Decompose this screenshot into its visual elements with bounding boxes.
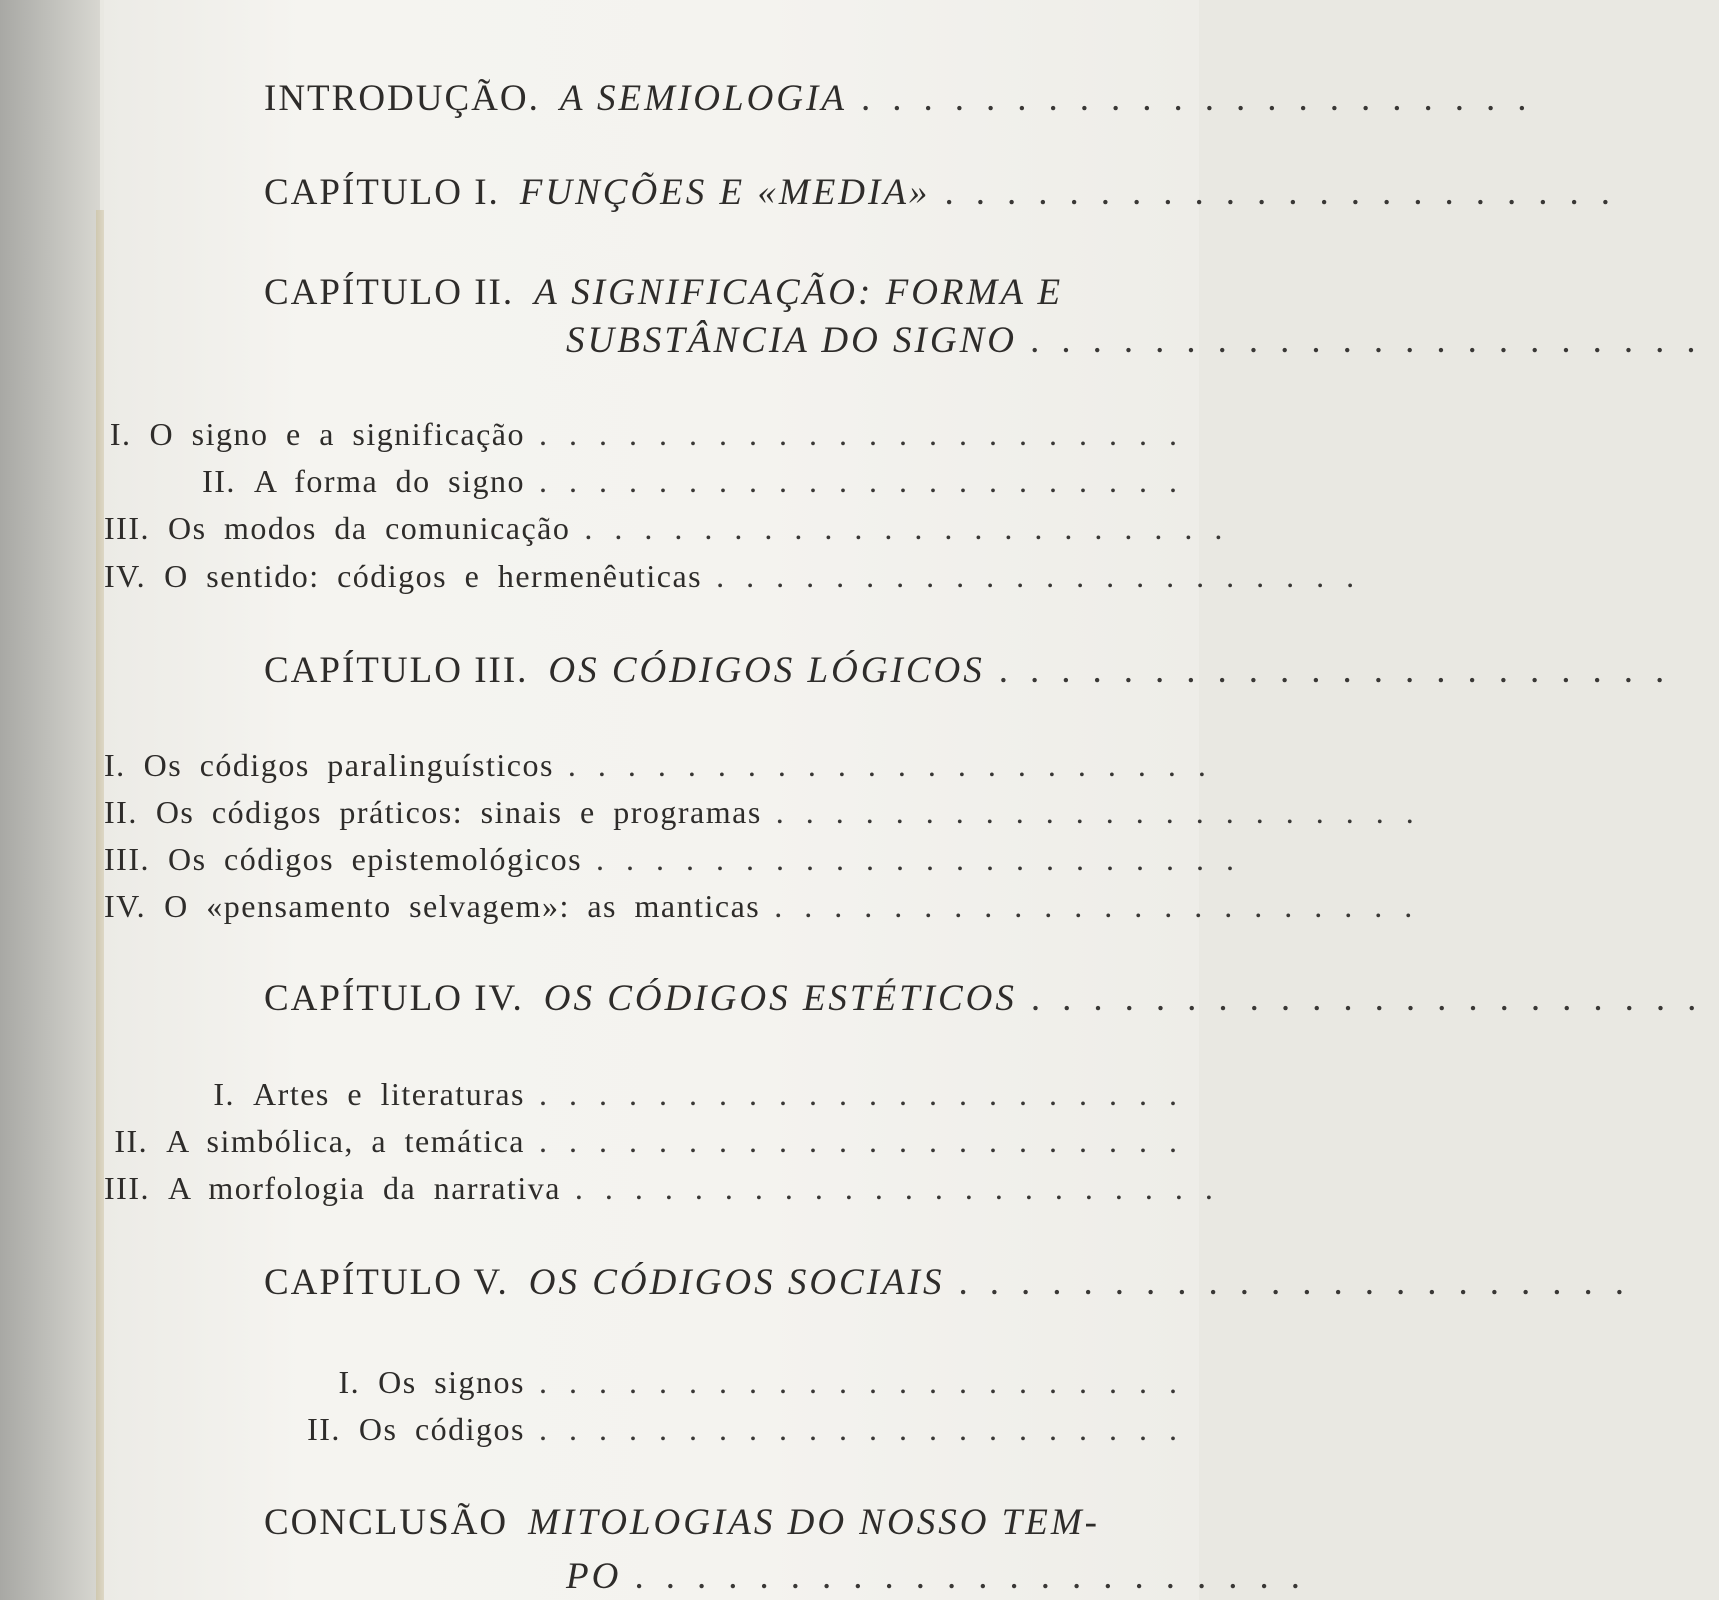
section-number: III. [104, 1169, 150, 1206]
entry-title: MITOLOGIAS DO NOSSO TEM- [528, 1501, 1100, 1543]
table-of-contents-page [104, 0, 1719, 1600]
entry-label: CAPÍTULO I. [264, 171, 500, 213]
dot-leader: ...................... [539, 1363, 1199, 1400]
toc-entry-cap4 [104, 977, 1719, 1019]
dot-leader: ...................... [596, 840, 1257, 877]
section-title: Os códigos epistemológicos [167, 840, 583, 877]
section-number: II. [114, 1122, 149, 1159]
toc-section [104, 1409, 1199, 1449]
section-title: A morfologia da narrativa [167, 1169, 561, 1206]
toc-section [104, 886, 1435, 926]
toc-entry-cap3 [104, 649, 1687, 691]
entry-label: CAPÍTULO V. [264, 1261, 509, 1303]
entry-title: OS CÓDIGOS SOCIAIS [528, 1261, 945, 1303]
section-title: Os modos da comunicação [167, 509, 571, 546]
section-number: I. [109, 415, 132, 452]
dot-leader: ...................... [539, 1122, 1199, 1159]
toc-section [104, 461, 1199, 501]
dot-leader: ...................... [775, 793, 1436, 830]
dot-leader: ...................... [539, 1075, 1199, 1112]
toc-section [104, 745, 1228, 785]
entry-title-continued: PO [566, 1555, 622, 1597]
section-number: I. [338, 1363, 361, 1400]
section-title: A forma do signo [253, 462, 525, 499]
section-title: Os signos [378, 1363, 525, 1400]
entry-title-continued: SUBSTÂNCIA DO SIGNO [566, 319, 1017, 361]
book-spine-shadow [0, 0, 100, 1600]
entry-title: OS CÓDIGOS ESTÉTICOS [543, 977, 1017, 1019]
section-title: Artes e literaturas [253, 1075, 525, 1112]
toc-entry-conclusao [104, 1502, 1199, 1542]
entry-label: INTRODUÇÃO. [264, 77, 540, 119]
toc-section [104, 556, 1377, 596]
section-number: IV. [104, 557, 147, 594]
dot-leader: ...................... [958, 1261, 1646, 1303]
dot-leader: ...................... [774, 887, 1435, 924]
dot-leader: ...................... [539, 1410, 1199, 1447]
toc-section [104, 414, 1199, 454]
entry-title: A SIGNIFICAÇÃO: FORMA E [534, 271, 1064, 313]
dot-leader: ...................... [635, 1555, 1323, 1597]
section-number: II. [307, 1410, 341, 1447]
entry-label: CAPÍTULO II. [264, 271, 515, 313]
toc-entry-introducao [104, 77, 1549, 119]
section-number: IV. [104, 887, 147, 924]
section-number: I. [213, 1075, 236, 1112]
toc-entry-cap1 [104, 171, 1632, 213]
dot-leader: ...................... [567, 746, 1228, 783]
dot-leader: ...................... [998, 649, 1687, 691]
section-number: II. [202, 462, 236, 499]
section-number: I. [104, 746, 126, 783]
section-number: III. [104, 840, 150, 877]
section-title: Os códigos práticos: sinais e programas [155, 793, 762, 830]
dot-leader: ...................... [944, 171, 1632, 213]
section-number: II. [104, 793, 138, 830]
toc-section [104, 1362, 1199, 1402]
entry-title: OS CÓDIGOS LÓGICOS [548, 649, 985, 691]
entry-label: CAPÍTULO IV. [264, 977, 524, 1019]
dot-leader: ...................... [716, 557, 1377, 594]
dot-leader: ...................... [1031, 319, 1719, 361]
section-title: O «pensamento selvagem»: as manticas [164, 887, 761, 924]
dot-leader: ...................... [574, 1169, 1235, 1206]
toc-section [104, 839, 1257, 879]
section-title: A simbólica, a temática [166, 1122, 525, 1159]
section-title: Os códigos [358, 1410, 525, 1447]
section-title: O signo e a significação [149, 415, 525, 452]
dot-leader: ...................... [539, 415, 1199, 452]
section-number: III. [104, 509, 150, 546]
dot-leader: ...................... [1030, 977, 1719, 1019]
toc-entry-cap2-continued [104, 319, 1719, 361]
toc-entry-cap5 [104, 1261, 1646, 1303]
toc-entry-conclusao-continued [104, 1555, 1323, 1597]
entry-title: FUNÇÕES E «MEDIA» [519, 171, 931, 213]
entry-label: CAPÍTULO III. [264, 649, 529, 691]
toc-section [104, 1074, 1199, 1114]
toc-section [104, 1121, 1199, 1161]
dot-leader: ...................... [860, 77, 1549, 119]
toc-section [104, 792, 1436, 832]
entry-label: CONCLUSÃO [264, 1501, 509, 1543]
dot-leader: ...................... [539, 462, 1199, 499]
toc-entry-cap2 [104, 272, 1199, 312]
entry-title: A SEMIOLOGIA [559, 77, 847, 119]
section-title: O sentido: códigos e hermenêuticas [164, 557, 703, 594]
toc-section [104, 508, 1245, 548]
dot-leader: ...................... [584, 509, 1245, 546]
section-title: Os códigos paralinguísticos [143, 746, 554, 783]
toc-section [104, 1168, 1235, 1208]
